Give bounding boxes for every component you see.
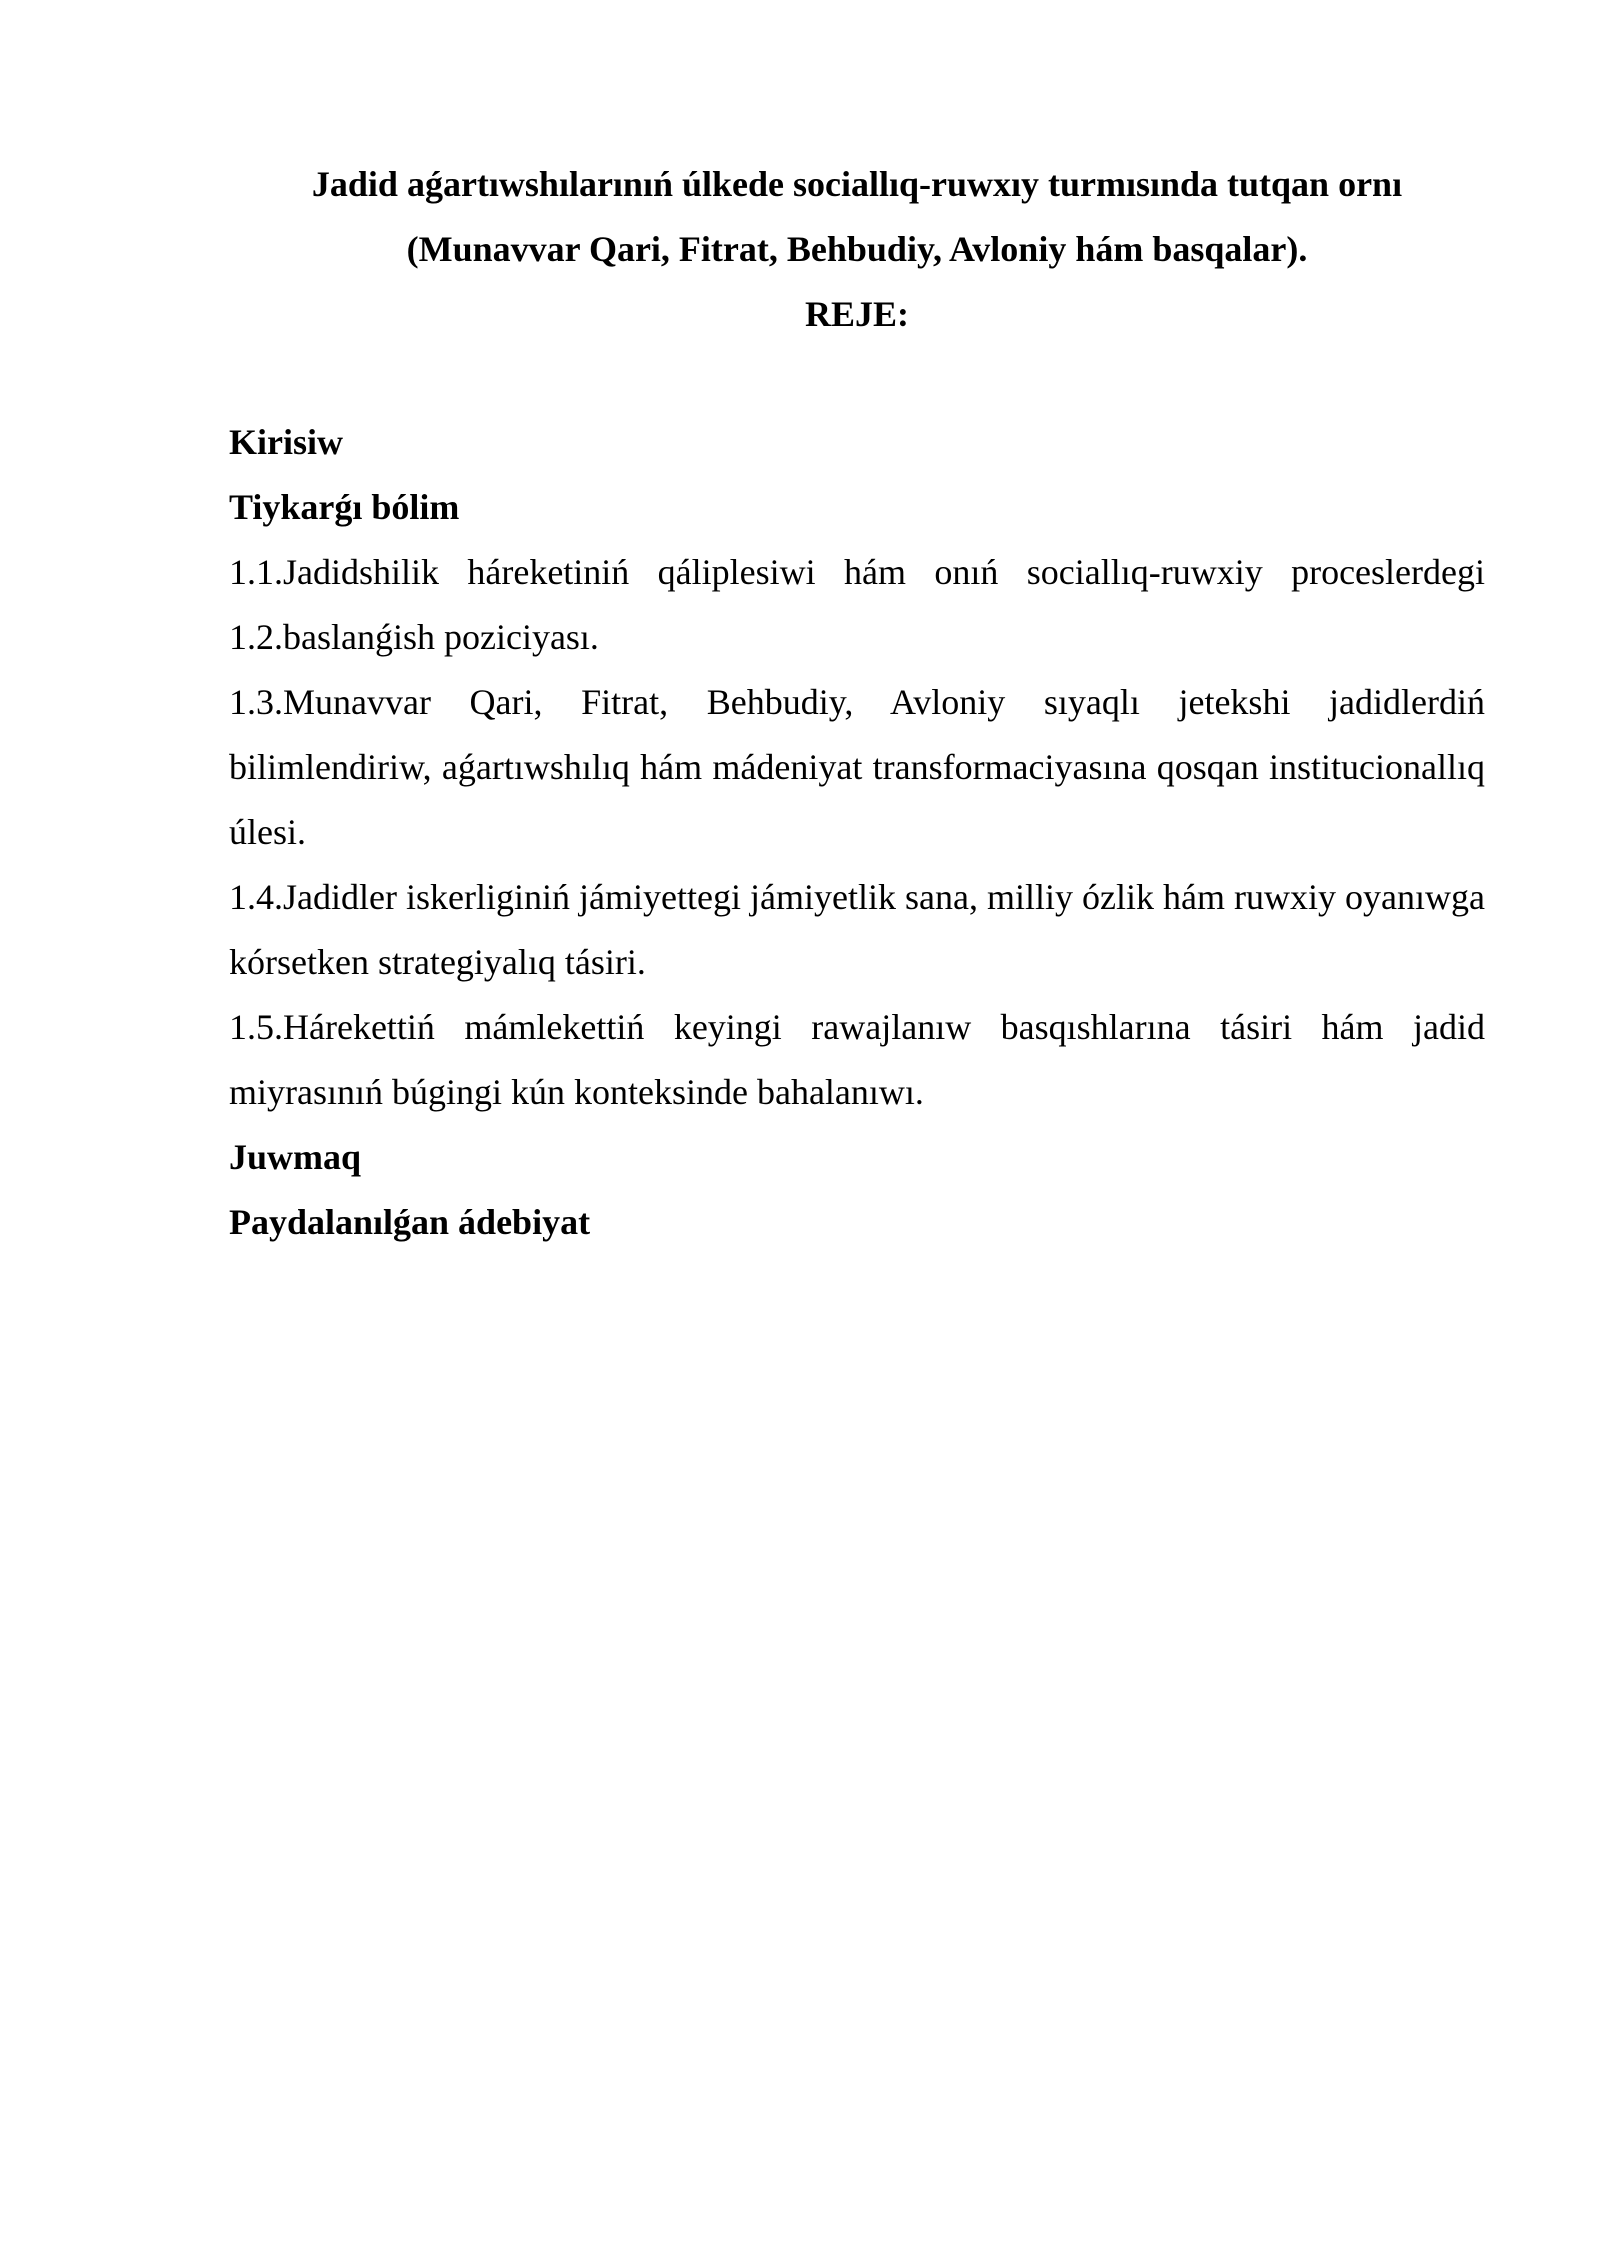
outline-item-1-2: 1.2.baslanǵish poziciyası. xyxy=(229,617,599,657)
conclusion-heading: Juwmaq xyxy=(229,1137,362,1177)
outline-item-1-4: 1.4.Jadidler iskerliginiń jámiyettegi jámiyetlik sana, milliy ózlik hám ruwxiy oyanıwga kórsetken strategiyalıq tásiri. xyxy=(229,877,1485,982)
plan-heading: REJE: xyxy=(804,294,909,334)
outline-item-1-1: 1.1.Jadidshilik háreketiniń qáliplesiwi hám onıń sociallıq-ruwxiy proceslerdegi xyxy=(229,552,1485,592)
introduction-heading: Kirisiw xyxy=(229,422,343,462)
document-title-line-2: (Munavvar Qari, Fitrat, Behbudiy, Avloniy hám basqalar). xyxy=(406,229,1308,269)
references-heading: Paydalanılǵan ádebiyat xyxy=(229,1202,591,1242)
document-title-line-1: Jadid aǵartıwshılarınıń úlkede sociallıq-ruwxıy turmısında tutqan ornı xyxy=(311,164,1403,204)
plan-outline xyxy=(229,410,1485,1255)
outline-item-1-5: 1.5.Hárekettiń mámlekettiń keyingi rawajlanıw basqıshlarına tásiri hám jadid miyrasınıń búgingi kún konteksinde bahalanıwı. xyxy=(229,1007,1485,1112)
document-title-block xyxy=(229,152,1485,347)
outline-item-1-3: 1.3.Munavvar Qari, Fitrat, Behbudiy, Avloniy sıyaqlı jetekshi jadidlerdiń bilimlendiriw, aǵartıwshılıq hám mádeniyat transformaciyasına qosqan institucionallıq úlesi. xyxy=(229,682,1485,852)
main-part-heading: Tiykarǵı bólim xyxy=(229,487,460,527)
